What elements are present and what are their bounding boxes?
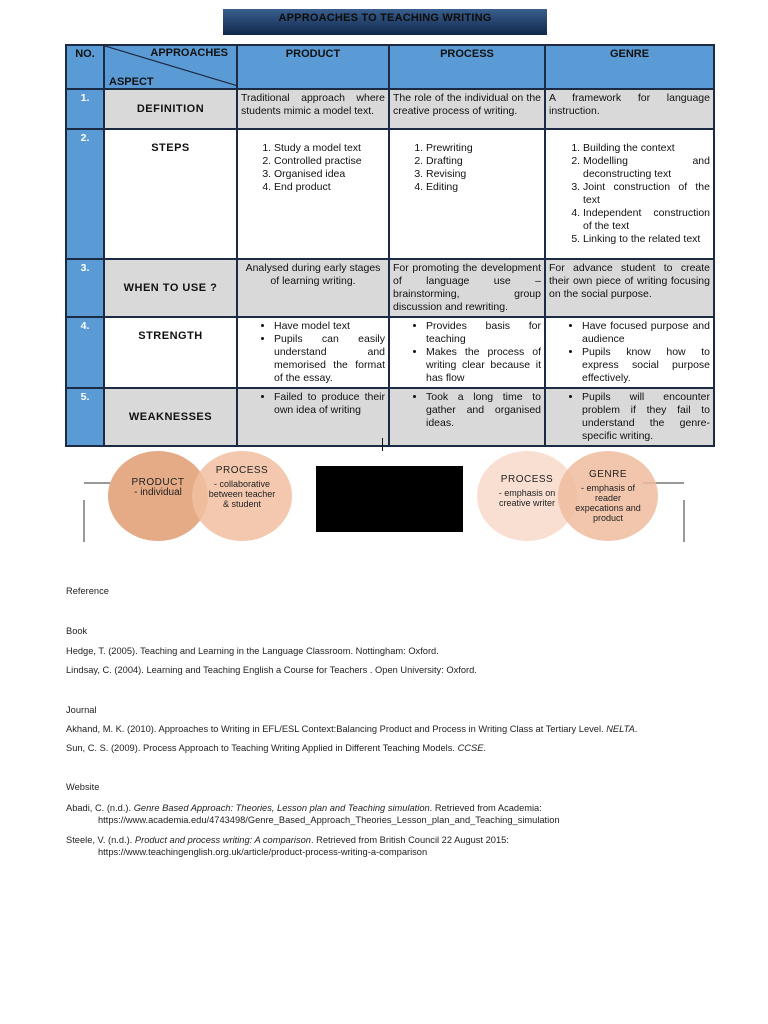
process-cell xyxy=(389,388,545,446)
page-title: APPROACHES TO TEACHING WRITING xyxy=(223,9,547,35)
website-reference xyxy=(66,834,509,858)
product-cell: Analysed during early stages of learning writing. xyxy=(237,259,389,317)
list-item: • Pupils will encounter problem if they fail to understand the genre-specific writing. xyxy=(582,391,710,443)
list-item: • Makes the process of writing clear because it has flow xyxy=(426,346,541,385)
product-cell xyxy=(237,388,389,446)
website-ref-italic: Product and process writing: A comparison xyxy=(134,835,311,845)
list-item: 3. Joint construction of the text xyxy=(583,181,710,207)
book-reference: Hedge, T. (2005). Teaching and Learning in the Language Classroom. Nottingham: Oxford. xyxy=(66,646,439,656)
row-number: 2. xyxy=(66,129,104,259)
website-ref-after: . Retrieved from Academia: xyxy=(429,803,542,813)
product-cell xyxy=(237,129,389,259)
product-circle-sub: - individual xyxy=(134,487,182,498)
table-header-row xyxy=(66,45,714,89)
aspect-label: WHEN TO USE ? xyxy=(104,259,237,317)
list-item: • Provides basis for teaching xyxy=(426,320,541,346)
journal-heading: Journal xyxy=(66,705,97,715)
table-row xyxy=(66,89,714,129)
list-item: 1. Building the context xyxy=(583,142,710,155)
genre-cell: For advance student to create their own piece of writing focusing on the social purpose. xyxy=(545,259,714,317)
row-number: 4. xyxy=(66,317,104,388)
journal-ref-text: Akhand, M. K. (2010). Approaches to Writing in EFL/ESL Context:Balancing Product and Process in Writing Class at Tertiary Level. xyxy=(66,724,607,734)
genre-cell xyxy=(545,129,714,259)
process-circle-text xyxy=(208,466,276,509)
website-ref-url: https://www.academia.edu/4743498/Genre_Based_Approach_Theories_Lesson_plan_and_Teaching_simulation xyxy=(98,815,560,825)
list-item: 2. Controlled practise xyxy=(274,155,385,168)
black-box xyxy=(316,466,463,532)
table-row xyxy=(66,259,714,317)
row-number: 5. xyxy=(66,388,104,446)
comparison-table xyxy=(65,44,715,447)
table-row xyxy=(66,388,714,446)
website-ref-url: https://www.teachingenglish.org.uk/article/product-process-writing-a-comparison xyxy=(98,847,428,857)
website-ref-text: Abadi, C. (n.d.). xyxy=(66,803,134,813)
process-circle-sub: - collaborative between teacher & student xyxy=(208,479,276,509)
genre-circle-title: GENRE xyxy=(588,469,628,480)
product-circle-text xyxy=(120,478,196,498)
genre-cell: A framework for language instruction. xyxy=(545,89,714,129)
journal-ref-text: Sun, C. S. (2009). Process Approach to Teaching Writing Applied in Different Teaching Models. xyxy=(66,743,458,753)
process-right-sub: - emphasis on creative writer xyxy=(498,488,556,508)
journal-reference xyxy=(66,743,486,753)
list-item: 3. Organised idea xyxy=(274,168,385,181)
list-item: • Have model text xyxy=(274,320,385,333)
aspect-label: WEAKNESSES xyxy=(104,388,237,446)
header-process: PROCESS xyxy=(389,45,545,89)
list-item: • Pupils can easily understand and memorised the format of the essay. xyxy=(274,333,385,385)
header-no: NO. xyxy=(66,45,104,89)
journal-ref-italic: CCSE xyxy=(457,743,484,753)
journal-reference xyxy=(66,724,637,734)
header-aspect: ASPECT xyxy=(109,76,154,88)
genre-cell xyxy=(545,317,714,388)
header-approaches: APPROACHES xyxy=(150,47,228,59)
row-number: 1. xyxy=(66,89,104,129)
website-heading: Website xyxy=(66,782,100,792)
process-circle-title: PROCESS xyxy=(215,465,269,476)
list-item: 2. Modelling and deconstructing text xyxy=(583,155,710,181)
journal-ref-after: . xyxy=(634,724,638,734)
journal-ref-after: . xyxy=(483,743,486,753)
product-cell xyxy=(237,317,389,388)
process-cell xyxy=(389,129,545,259)
list-item: • Have focused purpose and audience xyxy=(582,320,710,346)
process-right-title: PROCESS xyxy=(500,474,554,485)
process-cell xyxy=(389,317,545,388)
list-item: • Pupils know how to express social purpose effectively. xyxy=(582,346,710,385)
row-number: 3. xyxy=(66,259,104,317)
aspect-label: STEPS xyxy=(104,129,237,259)
website-ref-after: . Retrieved from British Council 22 August 2015: xyxy=(310,835,509,845)
header-product: PRODUCT xyxy=(237,45,389,89)
genre-circle-sub: - emphasis of reader expecations and product xyxy=(575,483,641,523)
header-genre: GENRE xyxy=(545,45,714,89)
list-item: 4. End product xyxy=(274,181,385,194)
list-item: 2. Drafting xyxy=(426,155,541,168)
aspect-label: STRENGTH xyxy=(104,317,237,388)
journal-ref-italic: NELTA xyxy=(606,724,635,734)
product-cell: Traditional approach where students mimic a model text. xyxy=(237,89,389,129)
list-item: 5. Linking to the related text xyxy=(583,233,710,246)
genre-cell xyxy=(545,388,714,446)
process-cell: For promoting the development of language use – brainstorming, group discussion and rewriting. xyxy=(389,259,545,317)
list-item: 4. Independent construction of the text xyxy=(583,207,710,233)
product-circle-title: PRODUCT xyxy=(131,477,185,488)
list-item: 1. Prewriting xyxy=(426,142,541,155)
table-row xyxy=(66,129,714,259)
reference-heading: Reference xyxy=(66,586,109,596)
book-heading: Book xyxy=(66,626,88,636)
header-approaches-aspect xyxy=(104,45,237,89)
aspect-label: DEFINITION xyxy=(104,89,237,129)
website-reference xyxy=(66,802,560,826)
list-item: 3. Revising xyxy=(426,168,541,181)
list-item: • Failed to produce their own idea of writing xyxy=(274,391,385,417)
genre-circle-text xyxy=(575,470,641,523)
list-item: 4. Editing xyxy=(426,181,541,194)
process-right-text xyxy=(498,475,556,508)
website-ref-italic: Genre Based Approach: Theories, Lesson plan and Teaching simulation xyxy=(133,803,430,813)
process-cell: The role of the individual on the creative process of writing. xyxy=(389,89,545,129)
book-reference: Lindsay, C. (2004). Learning and Teaching English a Course for Teachers . Open University: Oxford. xyxy=(66,665,477,675)
list-item: 1. Study a model text xyxy=(274,142,385,155)
table-row xyxy=(66,317,714,388)
website-ref-text: Steele, V. (n.d.). xyxy=(66,835,135,845)
list-item: • Took a long time to gather and organised ideas. xyxy=(426,391,541,430)
